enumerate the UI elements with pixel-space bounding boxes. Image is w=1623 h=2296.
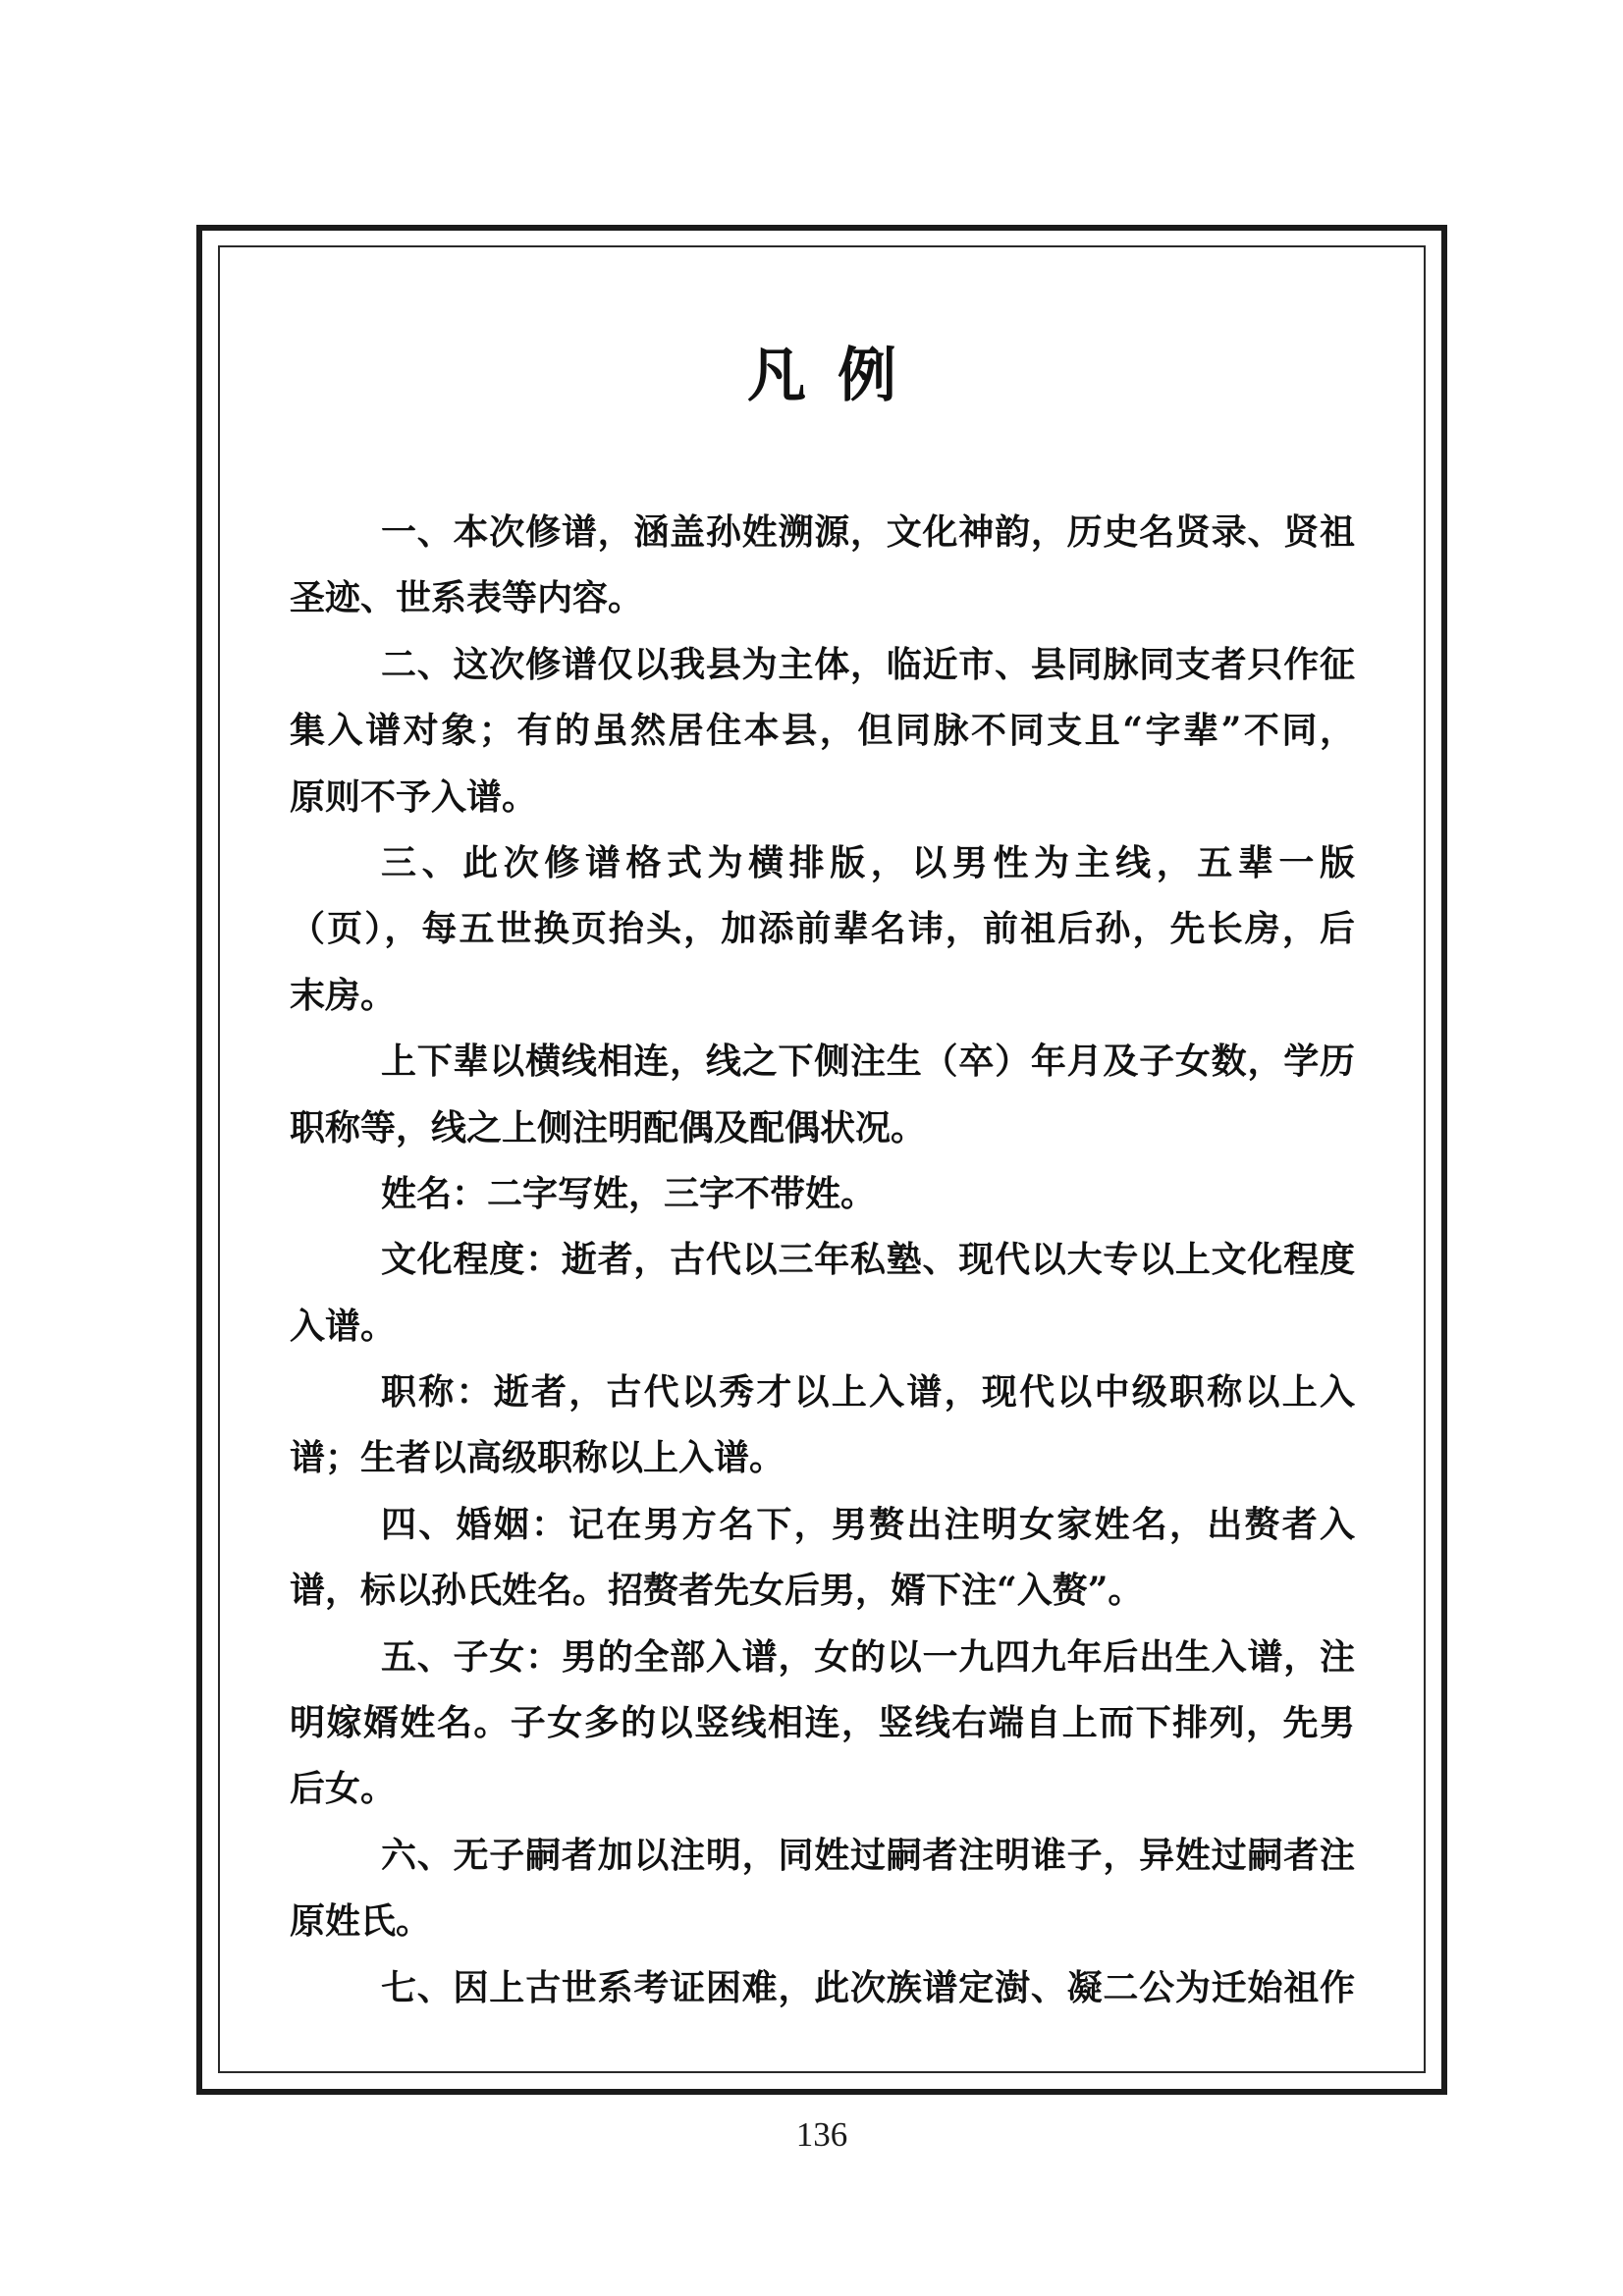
text-line: 六、无子嗣者加以注明，同姓过嗣者注明谁子，异姓过嗣者注 [381, 1834, 1356, 1876]
body-text [290, 500, 1361, 2021]
text-line: 圣迹、世系表等内容。 [290, 577, 644, 619]
text-line: 入谱。 [290, 1305, 397, 1347]
text-line: 五、子女：男的全部入谱，女的以一九四九年后出生入谱，注 [381, 1635, 1356, 1678]
text-line: 原姓氏。 [290, 1900, 432, 1943]
rule-paragraph-1 [290, 500, 1355, 632]
rule-paragraph-8 [290, 1492, 1358, 1625]
rule-paragraph-3 [290, 830, 1361, 1029]
text-line: 原则不予入谱。 [290, 775, 538, 818]
rule-paragraph-2 [290, 632, 1358, 830]
text-line: 七、因上古世系考证困难，此次族谱定澍、凝二公为迁始祖作 [381, 1966, 1356, 2008]
text-line: 末房。 [290, 974, 397, 1016]
rule-paragraph-9 [290, 1625, 1355, 1823]
page-title: 凡例 [747, 342, 928, 410]
text-line: （页），每五世换页抬头，加添前辈名讳，前祖后孙，先长房，后 [290, 908, 1358, 950]
page-number: 136 [795, 2115, 848, 2154]
text-line: 姓名：二字写姓，三字不带姓。 [381, 1172, 877, 1214]
text-line: 三、此次修谱格式为横排版，以男性为主线，五辈一版 [381, 841, 1361, 883]
text-line: 明嫁婿姓名。子女多的以竖线相连，竖线右端自上而下排列，先男 [290, 1702, 1357, 1744]
rule-paragraph-5 [290, 1161, 1355, 1227]
text-line: 职称：逝者，古代以秀才以上入谱，现代以中级职称以上入 [381, 1371, 1358, 1414]
text-line: 一、本次修谱，涵盖孙姓溯源，文化神韵，历史名贤录、贤祖 [381, 511, 1356, 553]
rule-paragraph-11 [290, 1955, 1355, 2021]
rule-paragraph-10 [290, 1823, 1355, 1955]
text-line: 四、婚姻：记在男方名下，男赘出注明女家姓名，出赘者入 [381, 1503, 1358, 1545]
text-line: 谱；生者以高级职称以上入谱。 [290, 1437, 785, 1479]
text-line: 职称等，线之上侧注明配偶及配偶状况。 [290, 1106, 927, 1148]
rule-paragraph-7 [290, 1360, 1358, 1492]
rule-paragraph-4 [290, 1029, 1355, 1161]
text-line: 谱，标以孙氏姓名。招赘者先女后男，婿下注“入赘”。 [290, 1570, 1144, 1612]
text-line: 文化程度：逝者，古代以三年私塾、现代以大专以上文化程度 [381, 1239, 1356, 1281]
text-line: 二、这次修谱仅以我县为主体，临近市、县同脉同支者只作征 [381, 643, 1356, 685]
rule-paragraph-6 [290, 1227, 1355, 1360]
text-line: 后女。 [290, 1768, 397, 1810]
text-line: 上下辈以横线相连，线之下侧注生（卒）年月及子女数，学历 [381, 1041, 1356, 1083]
text-line: 集入谱对象；有的虽然居住本县，但同脉不同支且“字辈”不同， [290, 710, 1358, 752]
